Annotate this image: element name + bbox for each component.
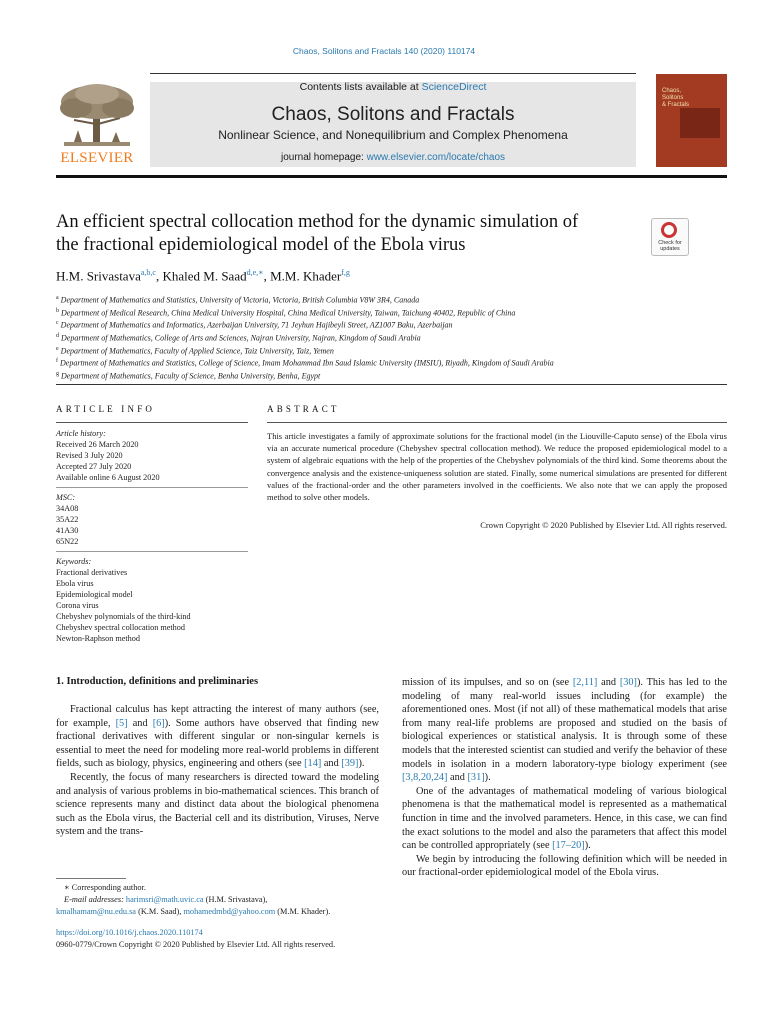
history-item: Accepted 27 July 2020 xyxy=(56,462,132,471)
homepage-prefix: journal homepage: xyxy=(280,152,367,163)
keyword-item: Fractional derivatives xyxy=(56,568,128,577)
running-header-link[interactable]: Chaos, Solitons and Fractals 140 (2020) 110174 xyxy=(292,46,476,56)
msc-item: 41A30 xyxy=(56,526,79,535)
affiliation: $^e$ Department of Mathematics, Faculty of Applied Science, Taiz University, Taiz, Yemen xyxy=(56,345,334,356)
citation-link[interactable]: [30] xyxy=(619,677,637,688)
sciencedirect-link[interactable]: ScienceDirect xyxy=(421,81,487,93)
abstract-text: This article investigates a family of approximate solutions for the fractional model (in the Liouville-Caputo sense) of the Ebola virus via an accurate numerical procedure (Chebyshev spectral collocation method). We reduce the proposed epidemiological model to a system of algebraic equations with the help of the properties of the Chebyshev polynomials of the third kind. Some theorems about the convergence analysis and the existence-uniqueness solution are stated. Finally, some numerical simulations are presented for different values of the fractional-order and the other parameters involved in the coefficients. We also note that we can apply the proposed method to solve other models. xyxy=(267,431,727,503)
msc-item: 34A08 xyxy=(56,504,79,513)
msc-codes: MSC: 34A08 35A22 41A30 65N22 xyxy=(56,492,248,552)
citation-link[interactable]: [5] xyxy=(115,717,128,729)
abstract-copyright: Crown Copyright © 2020 Published by Elsevier Ltd. All rights reserved. xyxy=(480,520,727,530)
citation-link[interactable]: [39] xyxy=(341,758,359,770)
cover-graphic xyxy=(680,108,720,138)
check-updates-icon xyxy=(661,222,677,238)
doi-link[interactable]: https://doi.org/10.1016/j.chaos.2020.110174 xyxy=(56,928,203,937)
paragraph: We begin by introducing the following definition which will be needed in our fractional-order epidemiological model of the Ebola virus. xyxy=(402,853,727,879)
keyword-item: Chebyshev spectral collocation method xyxy=(56,623,185,632)
section-rule xyxy=(56,384,727,385)
body-right-column xyxy=(402,676,727,880)
header-rule xyxy=(150,73,636,74)
article-info-rule xyxy=(56,422,248,423)
citation-link[interactable]: [17–20] xyxy=(552,840,585,852)
running-header[interactable] xyxy=(0,46,768,56)
check-updates-label: Check for updates xyxy=(658,240,682,252)
citation-link[interactable]: [31] xyxy=(467,772,485,784)
journal-title: Chaos, Solitons and Fractals xyxy=(271,104,515,125)
author-name[interactable]: Khaled M. Saad xyxy=(162,268,247,284)
affiliation: $^f$ Department of Mathematics and Statistics, College of Science, Imam Mohammad Ibn Saud Islamic University (IMSIU), Riyadh, Kingdom of Saudi Arabia xyxy=(56,358,554,368)
author-affil-ref[interactable]: a,b,c xyxy=(140,268,156,277)
keywords: Keywords: Fractional derivatives Ebola virus Epidemiological model Corona virus Chebyshev polynomials of the third-kind Chebyshev spectral collocation method Newton-Raphson method xyxy=(56,556,248,648)
paragraph: Fractional calculus has kept attracting the interest of many authors (see, for example, [5] and [6]). Some authors have observed that finding new fractional derivatives with different singular or non-singular kernels is essential to meet the need for modeling more real-world problems in different fields, such as biology, physics, engineering and others (see [14] and [39]). xyxy=(56,704,379,770)
keyword-item: Chebyshev polynomials of the third-kind xyxy=(56,612,191,621)
article-info xyxy=(56,428,248,652)
body-left-column xyxy=(56,703,379,839)
abstract-rule xyxy=(267,422,727,423)
keyword-item: Ebola virus xyxy=(56,579,94,588)
contents-prefix: Contents lists available at xyxy=(299,81,422,93)
affiliations xyxy=(56,293,726,382)
affiliation: $^g$ Department of Mathematics, Faculty of Science, Benha University, Benha, Egypt xyxy=(56,370,321,381)
issn-line: 0960-0779/Crown Copyright © 2020 Published by Elsevier Ltd. All rights reserved. xyxy=(56,940,336,949)
abstract-heading: ABSTRACT xyxy=(267,404,340,414)
history-item: Received 26 March 2020 xyxy=(56,440,139,449)
affiliation: $^b$ Department of Medical Research, China Medical University Hospital, China Medical University, Taiwan, Taichung 40402, Republic of China xyxy=(56,307,516,318)
email-link[interactable]: harimsri@math.uvic.ca xyxy=(125,895,204,904)
citation-link[interactable]: [6] xyxy=(152,717,165,729)
journal-homepage xyxy=(150,152,636,163)
msc-item: 65N22 xyxy=(56,537,79,546)
author-affil-ref[interactable]: d,e,∗ xyxy=(246,268,264,277)
affiliation: $^c$ Department of Mathematics and Informatics, Azerbaijan University, 71 Jeyhun Hajibeyli Street, AZ1007 Baku, Azerbaijan xyxy=(56,320,453,330)
email-addresses: E-mail addresses: harimsri@math.uvic.ca (H.M. Srivastava), xyxy=(64,895,268,904)
contents-line xyxy=(150,81,636,93)
paper-title: An efficient spectral collocation method for the dynamic simulation of the fractional epidemiological model of the Ebola virus xyxy=(56,212,579,255)
email-addresses-cont: kmalhamam@nu.edu.sa (K.M. Saad), mohamedmbd@yahoo.com (M.M. Khader). xyxy=(56,907,331,916)
journal-subtitle: Nonlinear Science, and Nonequilibrium and Complex Phenomena xyxy=(218,128,568,142)
citation-link[interactable]: [3,8,20,24] xyxy=(402,772,448,784)
doi-block xyxy=(56,927,456,951)
paragraph: Recently, the focus of many researchers is directed toward the modeling and analysis of various problems in bio-mathematical sciences. This branch of science represents many and distinct data about the biological phenomena such as the Ebola virus, the Bacterial cell and its distribution, Viruses, Nerve system and the trans- xyxy=(56,771,379,838)
paragraph: mission of its impulses, and so on (see [2,11] and [30]). This has led to the modeling of many real-world issues including (for example) the aforementioned ones. Most (if not all) of these mathematical models that arise from many real-life problems are proposed and studied on the basis of biological experiences or statistical analysis. It is through some of these models that the interested scientist can studied and verify the behavior of these models in isolation in a modern laboratory-type biology experiment (see [3,8,20,24] and [31]). xyxy=(402,677,728,784)
corresponding-author-note: ∗ Corresponding author. xyxy=(64,883,146,892)
footnote-rule xyxy=(56,878,126,879)
citation-link[interactable]: [2,11] xyxy=(572,677,598,688)
section-1-heading: 1. Introduction, definitions and preliminaries xyxy=(56,676,259,687)
keyword-item: Epidemiological model xyxy=(56,590,133,599)
affiliation: $^a$ Department of Mathematics and Statistics, University of Victoria, Victoria, British Columbia V8W 3R4, Canada xyxy=(56,295,420,305)
author-name[interactable]: M.M. Khader xyxy=(270,268,342,284)
history-item: Revised 3 July 2020 xyxy=(56,451,123,460)
footnotes xyxy=(56,882,386,918)
paragraph: One of the advantages of mathematical modeling of various biological phenomena is that the mathematical model is represented as a mathematical function in time and the involved parameters. Hence, in this case, we can find the exact solutions to the model and also the parameters that affect this model can be controlled appropriately (see [17–20]). xyxy=(402,785,727,852)
cover-text: Chaos, Solitons & Fractals xyxy=(662,88,690,108)
keyword-item: Corona virus xyxy=(56,601,99,610)
author-affil-ref[interactable]: f,g xyxy=(341,268,350,277)
publisher-name: ELSEVIER xyxy=(60,150,134,166)
citation-link[interactable]: [14] xyxy=(304,758,322,770)
email-link[interactable]: kmalhamam@nu.edu.sa xyxy=(56,907,136,916)
affiliation: $^d$ Department of Mathematics, College of Arts and Sciences, Najran University, Najran, Kingdom of Saudi Arabia xyxy=(56,332,421,343)
msc-item: 35A22 xyxy=(56,515,79,524)
keyword-item: Newton-Raphson method xyxy=(56,634,140,643)
article-history: Article history: Received 26 March 2020 Revised 3 July 2020 Accepted 27 July 2020 Available online 6 August 2020 xyxy=(56,428,248,488)
author-name[interactable]: H.M. Srivastava xyxy=(56,268,141,284)
journal-cover-image xyxy=(656,74,727,167)
homepage-link[interactable]: www.elsevier.com/locate/chaos xyxy=(366,152,506,163)
article-info-heading: ARTICLE INFO xyxy=(56,404,156,414)
author-list: H.M. Srivastava$^{a,b,c}$, Khaled M. Saad$^{d,e,∗}$, M.M. Khader$^{f,g}$ xyxy=(56,268,350,284)
history-item: Available online 6 August 2020 xyxy=(56,473,160,482)
check-for-updates-badge[interactable] xyxy=(651,218,689,256)
header-thick-rule xyxy=(56,175,727,178)
email-link[interactable]: mohamedmbd@yahoo.com xyxy=(183,907,276,916)
